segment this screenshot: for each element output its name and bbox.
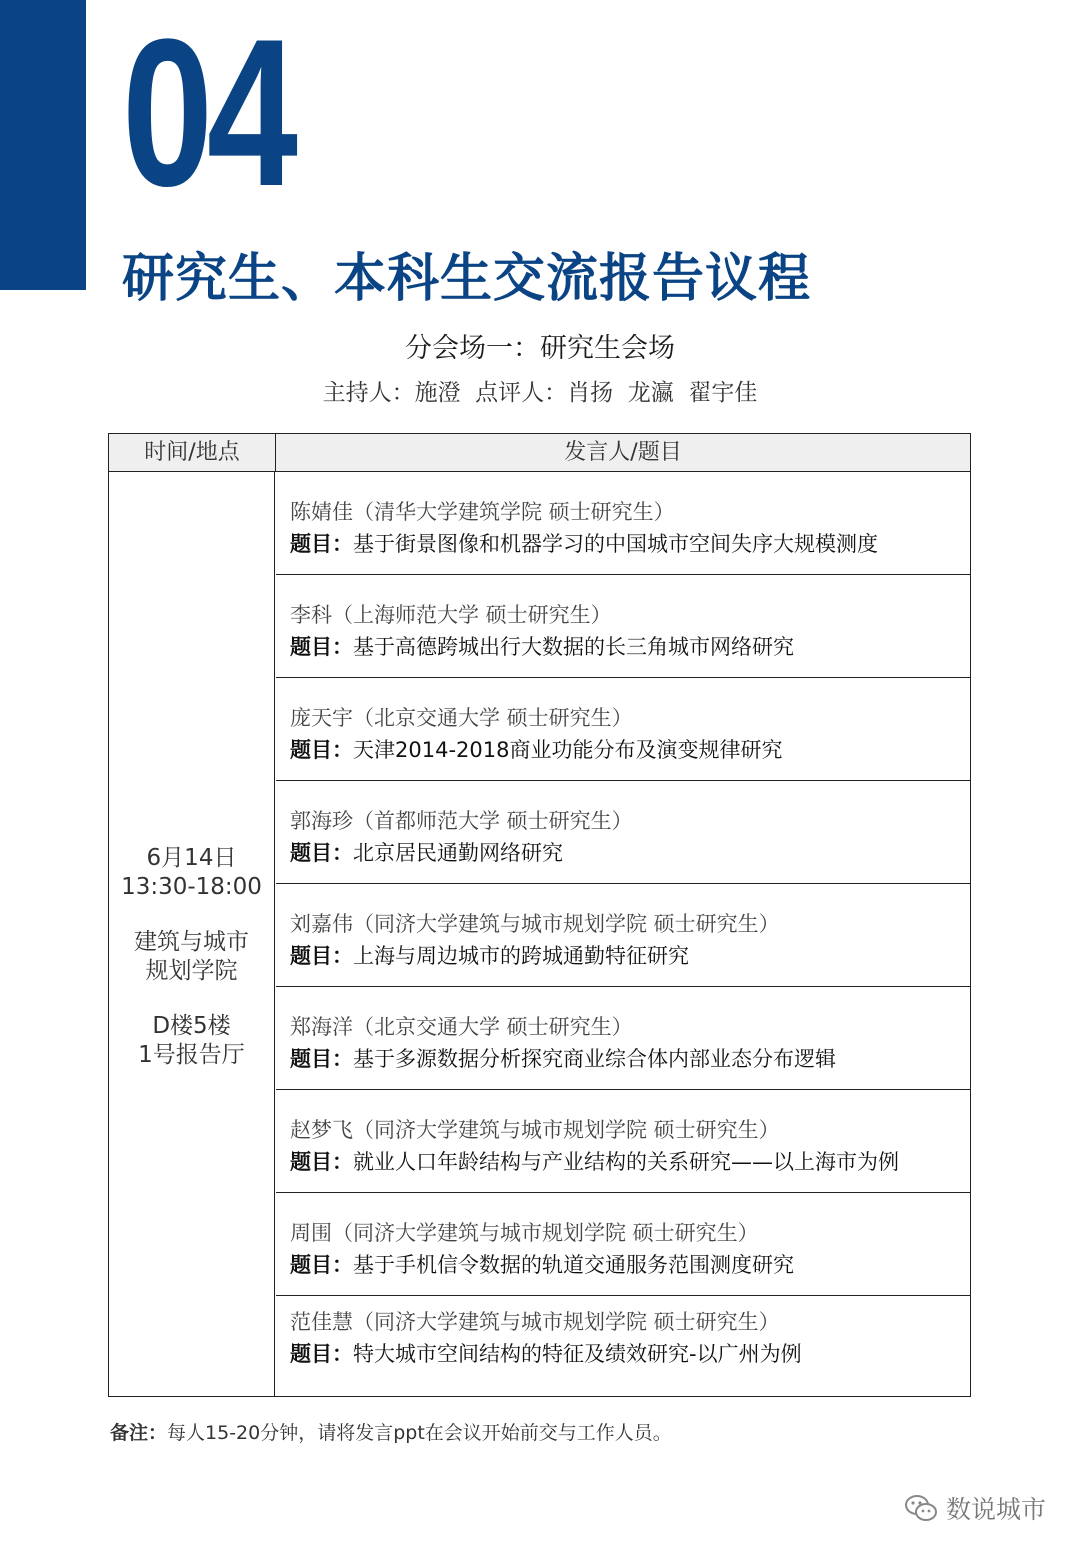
table-row: [276, 575, 970, 678]
time-place-cell: [109, 472, 275, 1396]
speaker: 李科（上海师范大学 硕士研究生）: [290, 603, 612, 627]
session-time: 13:30-18:00: [121, 873, 262, 900]
topic: [290, 1249, 794, 1279]
speaker: 陈婧佳（清华大学建筑学院 硕士研究生）: [290, 500, 675, 524]
topic-label: 题目：: [290, 944, 353, 968]
topic-label: 题目：: [290, 1150, 353, 1174]
topic-text: 基于街景图像和机器学习的中国城市空间失序大规模测度: [353, 532, 878, 556]
topic-text: 基于手机信令数据的轨道交通服务范围测度研究: [353, 1253, 794, 1277]
topic-text: 基于多源数据分析探究商业综合体内部业态分布逻辑: [353, 1047, 836, 1071]
speaker: 庞天宇（北京交通大学 硕士研究生）: [290, 706, 633, 730]
topic-label: 题目：: [290, 1342, 353, 1366]
topic-text: 就业人口年龄结构与产业结构的关系研究——以上海市为例: [353, 1150, 899, 1174]
table-row: [276, 678, 970, 781]
topic: [290, 837, 563, 867]
topic: [290, 734, 782, 764]
wechat-icon: [904, 1493, 938, 1523]
topic-text: 上海与周边城市的跨城通勤特征研究: [353, 944, 689, 968]
topic: [290, 940, 689, 970]
footnote: [110, 1418, 672, 1445]
table-row: [276, 884, 970, 987]
topic-text: 天津2014-2018商业功能分布及演变规律研究: [353, 738, 783, 762]
speaker: 范佳慧（同济大学建筑与城市规划学院 硕士研究生）: [290, 1310, 780, 1334]
page-title: 研究生、本科生交流报告议程: [122, 249, 812, 309]
speaker: 郭海珍（首都师范大学 硕士研究生）: [290, 809, 633, 833]
session-date: 6月14日: [146, 844, 237, 871]
speaker: 赵梦飞（同济大学建筑与城市规划学院 硕士研究生）: [290, 1118, 780, 1142]
table-row: [276, 1090, 970, 1193]
watermark: [904, 1490, 1046, 1526]
schedule-table: [108, 433, 971, 1397]
topic-text: 基于高德跨城出行大数据的长三角城市网络研究: [353, 635, 794, 659]
topic: [290, 1338, 802, 1368]
table-row: [276, 472, 970, 575]
section-number: 04: [122, 0, 292, 230]
hosts-line: 主持人：施澄 点评人：肖扬 龙瀛 翟宇佳: [322, 380, 758, 406]
watermark-text: 数说城市: [945, 1495, 1046, 1524]
room-line-1: D楼5楼: [152, 1012, 231, 1039]
table-row: [276, 781, 970, 884]
table-row: [276, 987, 970, 1090]
place-line-1: 建筑与城市: [134, 928, 249, 955]
table-row: [276, 1193, 970, 1296]
table-row: [276, 1296, 970, 1399]
topic-label: 题目：: [290, 738, 353, 762]
topic: [290, 631, 794, 661]
topic-label: 题目：: [290, 532, 353, 556]
speaker: 郑海洋（北京交通大学 硕士研究生）: [290, 1015, 633, 1039]
topic-text: 特大城市空间结构的特征及绩效研究-以广州为例: [353, 1342, 802, 1366]
talk-list: [276, 472, 970, 1396]
speaker: 周围（同济大学建筑与城市规划学院 硕士研究生）: [290, 1221, 759, 1245]
topic-label: 题目：: [290, 841, 353, 865]
header-speaker-topic: 发言人/题目: [564, 440, 682, 465]
speaker: 刘嘉伟（同济大学建筑与城市规划学院 硕士研究生）: [290, 912, 780, 936]
topic-label: 题目：: [290, 635, 353, 659]
footnote-text: 每人15-20分钟，请将发言ppt在会议开始前交与工作人员。: [167, 1422, 672, 1444]
footnote-label: 备注：: [110, 1422, 168, 1444]
accent-bar: [0, 0, 86, 290]
topic: [290, 1146, 899, 1176]
table-header: [109, 434, 970, 472]
venue-subtitle: 分会场一：研究生会场: [405, 333, 675, 364]
topic: [290, 528, 878, 558]
topic-text: 北京居民通勤网络研究: [353, 841, 563, 865]
header-time-place: 时间/地点: [109, 434, 276, 471]
topic: [290, 1043, 836, 1073]
topic-label: 题目：: [290, 1047, 353, 1071]
room-line-2: 1号报告厅: [138, 1041, 245, 1068]
place-line-2: 规划学院: [145, 957, 238, 984]
topic-label: 题目：: [290, 1253, 353, 1277]
